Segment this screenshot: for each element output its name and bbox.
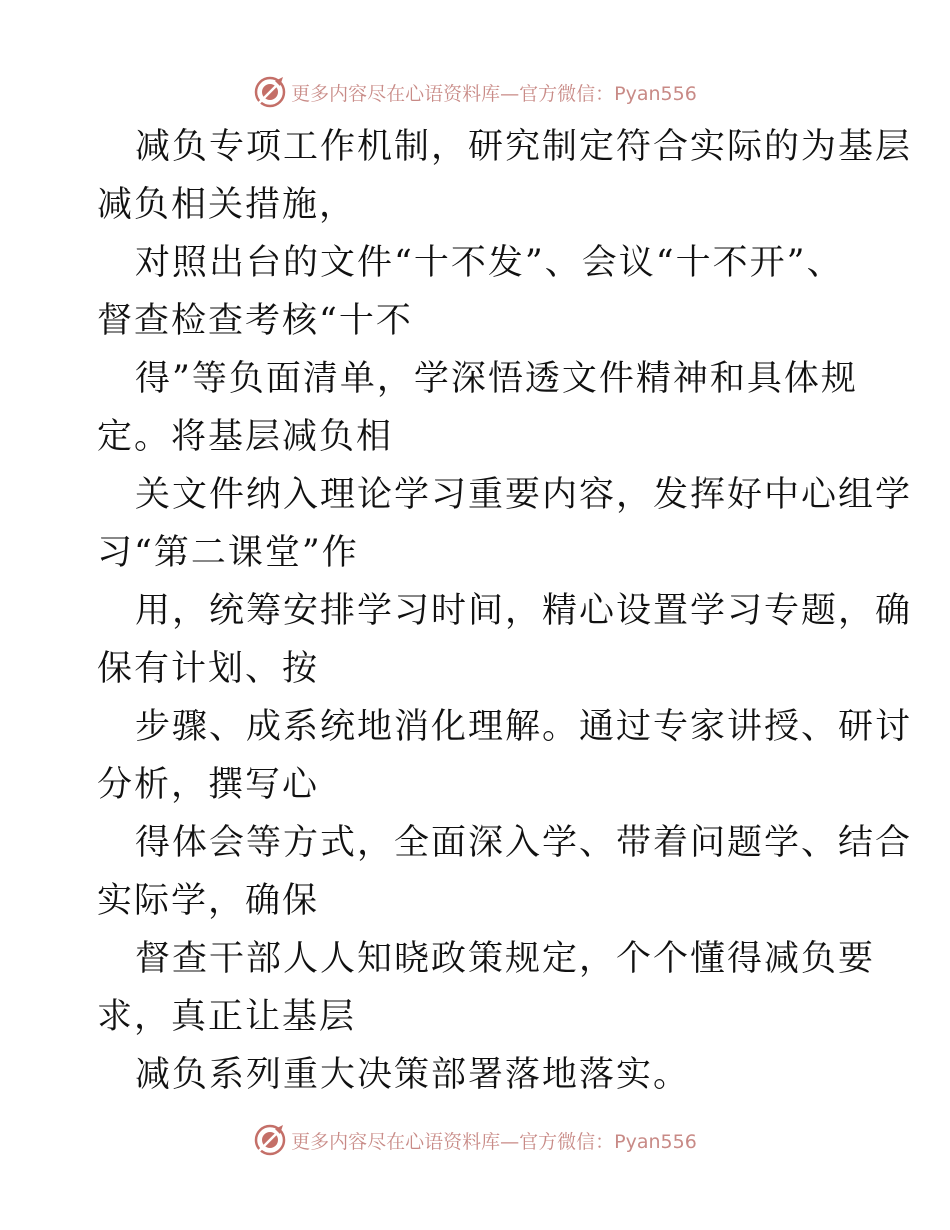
footer-watermark	[0, 1120, 950, 1160]
text-line: 得”等负面清单，学深悟透文件精神和具体规	[135, 359, 858, 399]
pen-seal-logo-icon	[253, 1123, 287, 1157]
text-line: 减负专项工作机制，研究制定符合实际的为基层	[135, 127, 913, 167]
text-line: 督查干部人人知晓政策规定，个个懂得减负要	[135, 939, 876, 979]
text-line: 步骤、成系统地消化理解。通过专家讲授、研讨	[135, 707, 913, 747]
text-line: 分析，撰写心	[97, 765, 320, 805]
text-line: 用，统筹安排学习时间，精心设置学习专题，确	[135, 591, 913, 631]
text-line: 对照出台的文件“十不发”、会议“十不开”、	[135, 243, 844, 283]
watermark-wechat-id: Pyan556	[614, 82, 697, 105]
watermark-text	[291, 1127, 697, 1154]
document-body	[97, 118, 913, 1104]
text-line: 减负系列重大决策部署落地落实。	[135, 1055, 691, 1095]
header-watermark	[0, 72, 950, 112]
text-line: 减负相关措施，	[97, 185, 357, 225]
watermark-wechat-id: Pyan556	[614, 1130, 697, 1153]
text-line: 实际学，确保	[97, 881, 320, 921]
text-line: 求，真正让基层	[97, 997, 357, 1037]
text-line: 定。将基层减负相	[97, 417, 394, 457]
watermark-text	[291, 79, 697, 106]
text-line: 关文件纳入理论学习重要内容，发挥好中心组学	[135, 475, 913, 515]
text-line: 习“第二课堂”作	[97, 533, 359, 573]
text-line: 保有计划、按	[97, 649, 320, 689]
text-line: 得体会等方式，全面深入学、带着问题学、结合	[135, 823, 913, 863]
pen-seal-logo-icon	[253, 75, 287, 109]
watermark-label: 更多内容尽在心语资料库—官方微信：	[291, 1130, 615, 1153]
text-line: 督查检查考核“十不	[97, 301, 413, 341]
watermark-label: 更多内容尽在心语资料库—官方微信：	[291, 82, 615, 105]
